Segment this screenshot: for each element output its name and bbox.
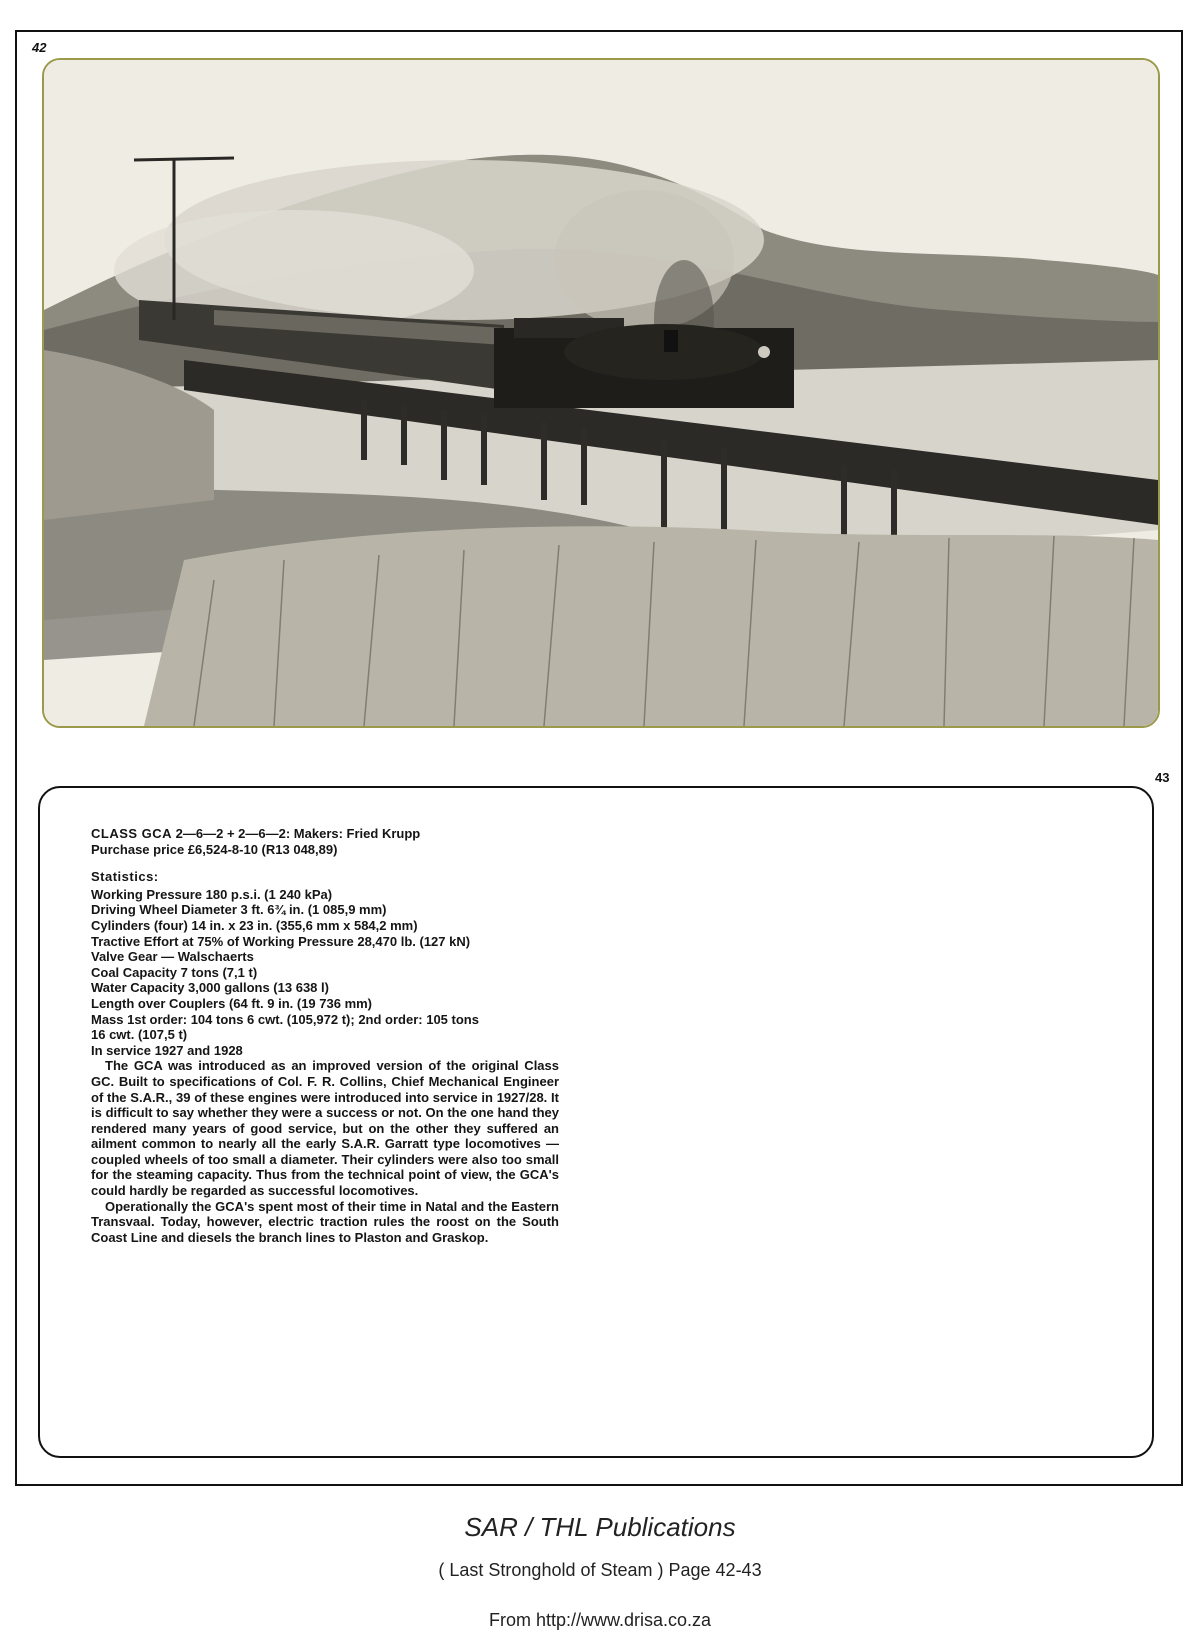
paragraph: Operationally the GCA's spent most of their time in Natal and the Eastern Transvaal. Today, however, electric traction rules the roost on the South Coast Line and diesels the branch lines to Plaston and Graskop. [91,1198,559,1245]
stat-line: Water Capacity 3,000 gallons (13 638 l) [91,980,329,996]
stat-line: Valve Gear — Walschaerts [91,949,254,965]
article-body [91,826,559,1245]
locomotive-photo [42,58,1160,728]
class-name: CLASS GCA [91,826,173,841]
publication-subtitle: ( Last Stronghold of Steam ) Page 42-43 [438,1560,762,1580]
page-number-left: 42 [32,40,47,55]
publisher-title: SAR / THL Publications [464,1512,736,1542]
stat-line: Tractive Effort at 75% of Working Pressure 28,470 lb. (127 kN) [91,933,471,949]
stat-line: Cylinders (four) 14 in. x 23 in. (355,6 mm x 584,2 mm) [91,917,418,933]
class-heading [91,826,559,842]
stat-line: Driving Wheel Diameter 3 ft. 6¾ in. (1 085,9 mm) [91,902,387,918]
stat-line: Length over Couplers (64 ft. 9 in. (19 736 mm) [91,995,373,1011]
stat-line: Working Pressure 180 p.s.i. (1 240 kPa) [91,886,333,902]
stat-line: 16 cwt. (107,5 t) [91,1027,188,1043]
purchase-price: Purchase price £6,524-8-10 (R13 048,89) [91,841,338,857]
stat-line: Mass 1st order: 104 tons 6 cwt. (105,972 t); 2nd order: 105 tons [91,1011,479,1027]
paragraph: The GCA was introduced as an improved version of the original Class GC. Built to specifications of Col. F. R. Collins, Chief Mechanical Engineer of the S.A.R., 39 of these engines were introduced into service in 1927/28. It is difficult to say whether they were a success or not. On the one hand they rendered many years of good service, but on the other they suffered an ailment common to nearly all the early S.A.R. Garratt type locomotives — coupled wheels of too small a diameter. Their cylinders were also too small for the steaming capacity. Thus from the technical point of view, the GCA's could hardly be regarded as successful locomotives. [91,1058,559,1199]
stat-line: In service 1927 and 1928 [91,1042,243,1058]
page-number-right: 43 [1155,770,1170,785]
statistics-title: Statistics: [91,869,159,885]
stat-line: Coal Capacity 7 tons (7,1 t) [91,964,258,980]
class-wheel-arrangement: 2—6—2 + 2—6—2: Makers: Fried Krupp [172,826,421,841]
source-link[interactable]: From http://www.drisa.co.za [488,1610,712,1630]
